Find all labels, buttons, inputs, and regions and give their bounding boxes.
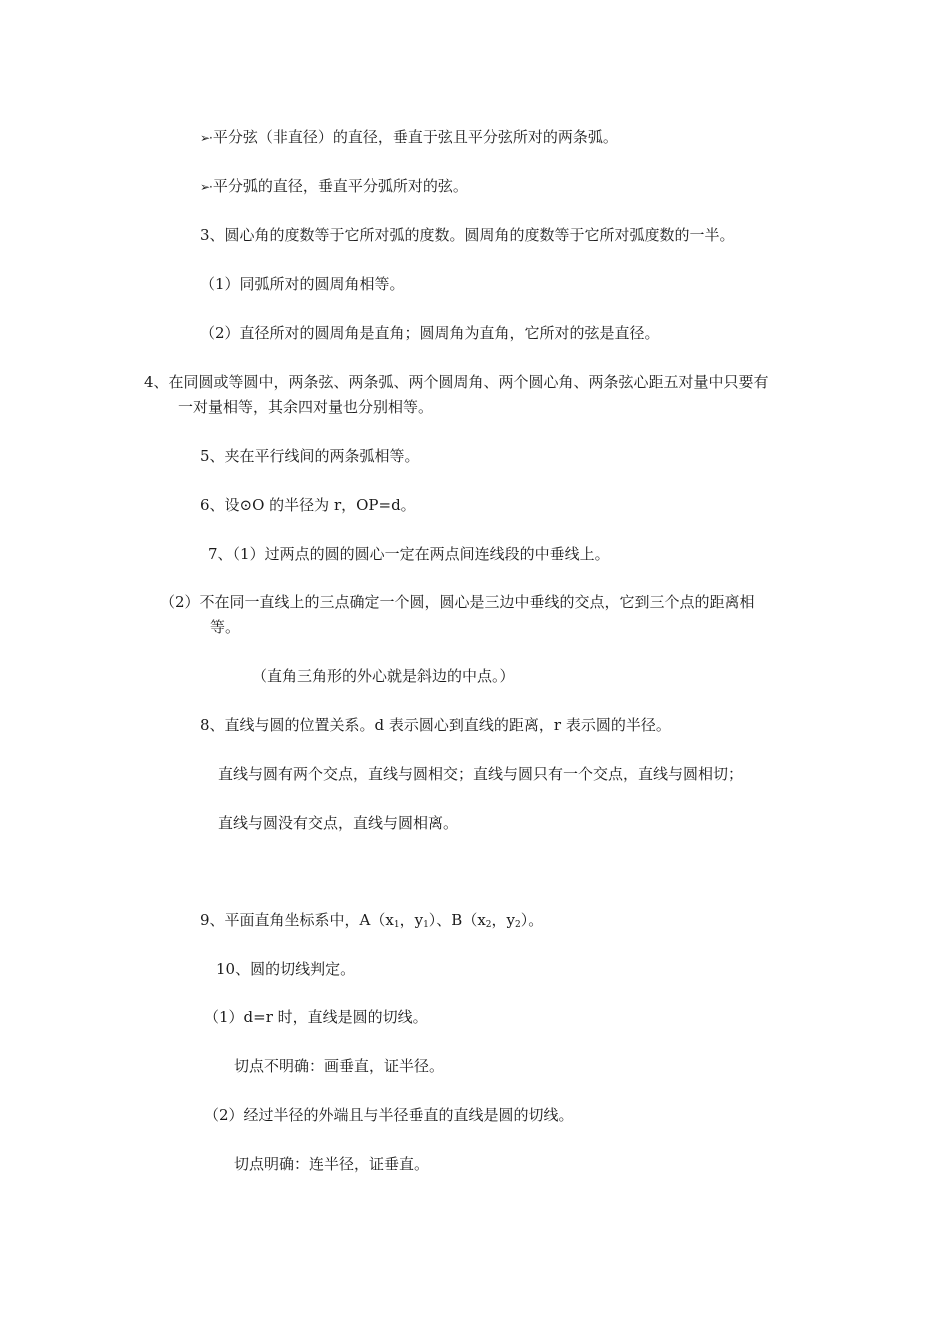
item-8-detail-2: 直线与圆没有交点，直线与圆相离。 — [218, 814, 459, 832]
bullet-line-bisect-arc — [200, 174, 468, 199]
item-4-line-1: 4、在同圆或等圆中，两条弦、两条弧、两个圆周角、两个圆心角、两条弦心距五对量中只要有 — [144, 373, 769, 391]
line-text: 平分弧的直径，垂直平分弧所对的弦。 — [212, 177, 468, 195]
item-7-sub-2-line-1: （2）不在同一直线上的三点确定一个圆，圆心是三边中垂线的交点，它到三个点的距离相 — [160, 593, 755, 611]
bullet-line-bisect-chord — [200, 125, 618, 150]
item-3-central-angle: 3、圆心角的度数等于它所对弧的度数。圆周角的度数等于它所对弧度数的一半。 — [200, 226, 735, 244]
arrow-bullet-icon: ➢· — [200, 131, 212, 145]
item-4-line-2: 一对量相等，其余四对量也分别相等。 — [178, 398, 434, 416]
item-10-sub-2-note: 切点明确：连半径，证垂直。 — [234, 1155, 430, 1173]
arrow-bullet-icon: ➢· — [200, 180, 212, 194]
item-3-sub-1: （1）同弧所对的圆周角相等。 — [200, 275, 405, 293]
item-7-sub-2-line-2: 等。 — [210, 618, 241, 636]
line-text: 平分弦（非直径）的直径，垂直于弦且平分弦所对的两条弧。 — [212, 128, 618, 146]
item-3-sub-2: （2）直径所对的圆周角是直角；圆周角为直角，它所对的弦是直径。 — [200, 324, 660, 342]
item-7-sub-1: 7、（1）过两点的圆的圆心一定在两点间连线段的中垂线上。 — [208, 545, 610, 563]
item-9-coordinates: 9、平面直角坐标系中，$A(x_1$，$y_1$）、$B(x_2$，$y_2$）。 — [200, 911, 544, 930]
item-10-sub-1-note: 切点不明确：画垂直，证半径。 — [234, 1057, 445, 1075]
item-10-sub-1: （1）d=r 时，直线是圆的切线。 — [204, 1008, 428, 1026]
item-7-note: （直角三角形的外心就是斜边的中点。） — [252, 667, 515, 685]
item-8-position: 8、直线与圆的位置关系。d 表示圆心到直线的距离，r 表示圆的半径。 — [200, 716, 671, 734]
item-8-detail-1: 直线与圆有两个交点，直线与圆相交；直线与圆只有一个交点，直线与圆相切； — [218, 765, 744, 783]
item-6-radius: 6、设⊙O 的半径为 r，OP=d。 — [200, 496, 416, 514]
item-10-tangent: 10、圆的切线判定。 — [216, 960, 356, 978]
item-5-parallel-arcs: 5、夹在平行线间的两条弧相等。 — [200, 447, 420, 465]
item-10-sub-2: （2）经过半径的外端且与半径垂直的直线是圆的切线。 — [204, 1106, 574, 1124]
